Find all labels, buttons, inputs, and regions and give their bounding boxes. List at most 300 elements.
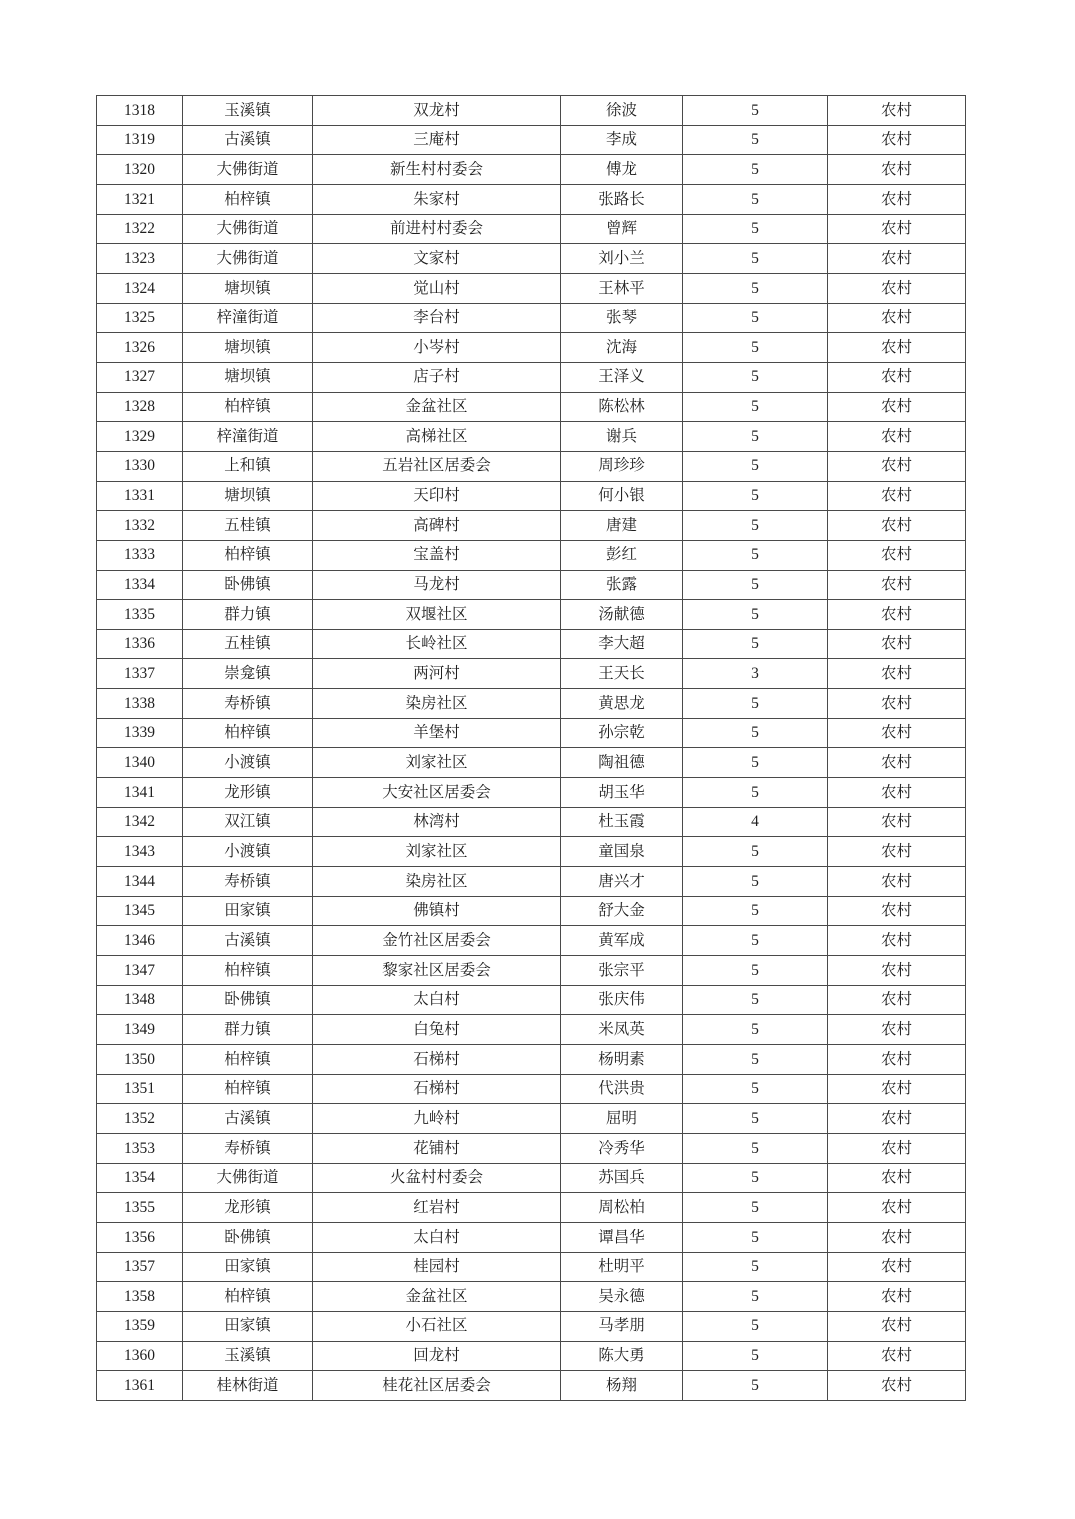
records-table [96, 95, 966, 1401]
cell-count: 5 [683, 956, 828, 986]
cell-person-name: 王林平 [561, 273, 683, 303]
cell-row-number: 1334 [97, 570, 183, 600]
cell-village: 五岩社区居委会 [313, 451, 561, 481]
table-row [97, 184, 966, 214]
cell-count: 5 [683, 926, 828, 956]
cell-village: 白兔村 [313, 1015, 561, 1045]
cell-person-name: 曾辉 [561, 214, 683, 244]
cell-row-number: 1352 [97, 1104, 183, 1134]
cell-row-number: 1351 [97, 1074, 183, 1104]
cell-row-number: 1331 [97, 481, 183, 511]
cell-row-number: 1323 [97, 244, 183, 274]
cell-village: 石梯村 [313, 1074, 561, 1104]
table-row [97, 778, 966, 808]
cell-town: 五桂镇 [183, 511, 313, 541]
cell-person-name: 刘小兰 [561, 244, 683, 274]
cell-area-type: 农村 [828, 481, 966, 511]
cell-person-name: 米凤英 [561, 1015, 683, 1045]
table-row [97, 659, 966, 689]
cell-area-type: 农村 [828, 244, 966, 274]
cell-person-name: 吴永德 [561, 1282, 683, 1312]
cell-area-type: 农村 [828, 362, 966, 392]
cell-area-type: 农村 [828, 570, 966, 600]
cell-person-name: 张庆伟 [561, 985, 683, 1015]
cell-town: 五桂镇 [183, 629, 313, 659]
cell-row-number: 1335 [97, 600, 183, 630]
cell-row-number: 1343 [97, 837, 183, 867]
cell-row-number: 1354 [97, 1163, 183, 1193]
cell-count: 5 [683, 600, 828, 630]
cell-area-type: 农村 [828, 1222, 966, 1252]
table-row [97, 1252, 966, 1282]
cell-area-type: 农村 [828, 1163, 966, 1193]
cell-count: 5 [683, 303, 828, 333]
cell-person-name: 徐波 [561, 96, 683, 126]
cell-person-name: 张露 [561, 570, 683, 600]
cell-town: 玉溪镇 [183, 96, 313, 126]
cell-town: 大佛街道 [183, 1163, 313, 1193]
cell-count: 5 [683, 422, 828, 452]
table-row [97, 451, 966, 481]
cell-town: 双江镇 [183, 807, 313, 837]
cell-person-name: 陶祖德 [561, 748, 683, 778]
cell-row-number: 1329 [97, 422, 183, 452]
cell-town: 柏梓镇 [183, 540, 313, 570]
cell-village: 金盆社区 [313, 1282, 561, 1312]
cell-area-type: 农村 [828, 1015, 966, 1045]
cell-area-type: 农村 [828, 511, 966, 541]
cell-area-type: 农村 [828, 1282, 966, 1312]
cell-count: 5 [683, 333, 828, 363]
cell-area-type: 农村 [828, 96, 966, 126]
cell-town: 小渡镇 [183, 837, 313, 867]
cell-row-number: 1344 [97, 867, 183, 897]
cell-row-number: 1330 [97, 451, 183, 481]
cell-count: 5 [683, 451, 828, 481]
cell-count: 5 [683, 481, 828, 511]
cell-area-type: 农村 [828, 184, 966, 214]
cell-count: 5 [683, 214, 828, 244]
cell-count: 5 [683, 1163, 828, 1193]
cell-village: 刘家社区 [313, 837, 561, 867]
cell-area-type: 农村 [828, 1133, 966, 1163]
cell-village: 小岑村 [313, 333, 561, 363]
table-row [97, 1282, 966, 1312]
cell-person-name: 黄军成 [561, 926, 683, 956]
table-row [97, 422, 966, 452]
cell-count: 5 [683, 1252, 828, 1282]
cell-village: 花铺村 [313, 1133, 561, 1163]
table-row [97, 985, 966, 1015]
cell-row-number: 1332 [97, 511, 183, 541]
cell-count: 5 [683, 511, 828, 541]
table-row [97, 570, 966, 600]
cell-person-name: 李大超 [561, 629, 683, 659]
cell-row-number: 1337 [97, 659, 183, 689]
table-row [97, 511, 966, 541]
cell-area-type: 农村 [828, 718, 966, 748]
cell-count: 5 [683, 392, 828, 422]
cell-person-name: 谢兵 [561, 422, 683, 452]
cell-village: 红岩村 [313, 1193, 561, 1223]
cell-person-name: 屈明 [561, 1104, 683, 1134]
cell-village: 小石社区 [313, 1311, 561, 1341]
cell-person-name: 冷秀华 [561, 1133, 683, 1163]
table-row [97, 1104, 966, 1134]
table-row [97, 273, 966, 303]
table-row [97, 807, 966, 837]
cell-town: 寿桥镇 [183, 1133, 313, 1163]
cell-count: 5 [683, 1045, 828, 1075]
cell-area-type: 农村 [828, 659, 966, 689]
cell-town: 古溪镇 [183, 1104, 313, 1134]
cell-row-number: 1346 [97, 926, 183, 956]
table-row [97, 1222, 966, 1252]
cell-town: 小渡镇 [183, 748, 313, 778]
cell-village: 太白村 [313, 1222, 561, 1252]
cell-village: 高碑村 [313, 511, 561, 541]
cell-count: 5 [683, 125, 828, 155]
cell-area-type: 农村 [828, 392, 966, 422]
cell-row-number: 1348 [97, 985, 183, 1015]
cell-person-name: 张琴 [561, 303, 683, 333]
table-row [97, 333, 966, 363]
cell-area-type: 农村 [828, 1252, 966, 1282]
cell-village: 天印村 [313, 481, 561, 511]
table-row [97, 718, 966, 748]
table-row [97, 1074, 966, 1104]
cell-count: 3 [683, 659, 828, 689]
cell-village: 店子村 [313, 362, 561, 392]
cell-town: 群力镇 [183, 600, 313, 630]
cell-row-number: 1327 [97, 362, 183, 392]
table-row [97, 214, 966, 244]
cell-row-number: 1347 [97, 956, 183, 986]
cell-area-type: 农村 [828, 303, 966, 333]
cell-row-number: 1342 [97, 807, 183, 837]
cell-village: 石梯村 [313, 1045, 561, 1075]
cell-village: 双龙村 [313, 96, 561, 126]
cell-town: 上和镇 [183, 451, 313, 481]
cell-village: 九岭村 [313, 1104, 561, 1134]
cell-village: 染房社区 [313, 689, 561, 719]
cell-person-name: 傅龙 [561, 155, 683, 185]
cell-count: 5 [683, 540, 828, 570]
cell-count: 5 [683, 629, 828, 659]
cell-village: 佛镇村 [313, 896, 561, 926]
cell-area-type: 农村 [828, 273, 966, 303]
cell-person-name: 马孝朋 [561, 1311, 683, 1341]
cell-person-name: 苏国兵 [561, 1163, 683, 1193]
table-row [97, 1371, 966, 1401]
cell-village: 金竹社区居委会 [313, 926, 561, 956]
cell-village: 羊堡村 [313, 718, 561, 748]
cell-area-type: 农村 [828, 689, 966, 719]
cell-village: 刘家社区 [313, 748, 561, 778]
cell-village: 桂花社区居委会 [313, 1371, 561, 1401]
cell-village: 林湾村 [313, 807, 561, 837]
cell-person-name: 胡玉华 [561, 778, 683, 808]
cell-area-type: 农村 [828, 778, 966, 808]
cell-town: 塘坝镇 [183, 273, 313, 303]
cell-count: 5 [683, 1311, 828, 1341]
cell-area-type: 农村 [828, 985, 966, 1015]
cell-row-number: 1328 [97, 392, 183, 422]
cell-area-type: 农村 [828, 333, 966, 363]
cell-town: 梓潼街道 [183, 422, 313, 452]
cell-count: 5 [683, 1222, 828, 1252]
cell-person-name: 王泽义 [561, 362, 683, 392]
cell-row-number: 1345 [97, 896, 183, 926]
cell-count: 5 [683, 985, 828, 1015]
cell-person-name: 沈海 [561, 333, 683, 363]
cell-person-name: 孙宗乾 [561, 718, 683, 748]
table-row [97, 1163, 966, 1193]
cell-row-number: 1333 [97, 540, 183, 570]
cell-town: 塘坝镇 [183, 481, 313, 511]
cell-count: 5 [683, 748, 828, 778]
cell-area-type: 农村 [828, 926, 966, 956]
cell-row-number: 1326 [97, 333, 183, 363]
cell-area-type: 农村 [828, 155, 966, 185]
cell-person-name: 陈松林 [561, 392, 683, 422]
cell-person-name: 周珍珍 [561, 451, 683, 481]
cell-person-name: 舒大金 [561, 896, 683, 926]
table-row [97, 600, 966, 630]
table-row [97, 896, 966, 926]
cell-area-type: 农村 [828, 1193, 966, 1223]
cell-town: 崇龛镇 [183, 659, 313, 689]
cell-village: 大安社区居委会 [313, 778, 561, 808]
cell-village: 觉山村 [313, 273, 561, 303]
table-row [97, 629, 966, 659]
table-row [97, 689, 966, 719]
cell-village: 前进村村委会 [313, 214, 561, 244]
table-row [97, 956, 966, 986]
cell-person-name: 黄思龙 [561, 689, 683, 719]
cell-village: 火盆村村委会 [313, 1163, 561, 1193]
cell-row-number: 1338 [97, 689, 183, 719]
cell-town: 柏梓镇 [183, 1282, 313, 1312]
cell-village: 马龙村 [313, 570, 561, 600]
cell-row-number: 1353 [97, 1133, 183, 1163]
cell-person-name: 唐建 [561, 511, 683, 541]
cell-count: 5 [683, 362, 828, 392]
table-row [97, 1015, 966, 1045]
table-row [97, 867, 966, 897]
cell-town: 卧佛镇 [183, 570, 313, 600]
table-row [97, 362, 966, 392]
cell-town: 寿桥镇 [183, 689, 313, 719]
cell-town: 古溪镇 [183, 926, 313, 956]
cell-person-name: 唐兴才 [561, 867, 683, 897]
cell-row-number: 1358 [97, 1282, 183, 1312]
cell-count: 5 [683, 896, 828, 926]
cell-person-name: 李成 [561, 125, 683, 155]
cell-person-name: 杜明平 [561, 1252, 683, 1282]
cell-person-name: 汤献德 [561, 600, 683, 630]
cell-village: 长岭社区 [313, 629, 561, 659]
cell-row-number: 1349 [97, 1015, 183, 1045]
cell-count: 5 [683, 867, 828, 897]
cell-town: 田家镇 [183, 896, 313, 926]
cell-area-type: 农村 [828, 748, 966, 778]
cell-area-type: 农村 [828, 1074, 966, 1104]
cell-village: 金盆社区 [313, 392, 561, 422]
cell-row-number: 1359 [97, 1311, 183, 1341]
cell-area-type: 农村 [828, 1371, 966, 1401]
cell-area-type: 农村 [828, 422, 966, 452]
cell-row-number: 1355 [97, 1193, 183, 1223]
cell-person-name: 彭红 [561, 540, 683, 570]
cell-area-type: 农村 [828, 837, 966, 867]
cell-count: 5 [683, 184, 828, 214]
cell-village: 朱家村 [313, 184, 561, 214]
cell-town: 柏梓镇 [183, 1074, 313, 1104]
cell-village: 新生村村委会 [313, 155, 561, 185]
cell-town: 梓潼街道 [183, 303, 313, 333]
cell-count: 5 [683, 273, 828, 303]
cell-village: 太白村 [313, 985, 561, 1015]
cell-town: 寿桥镇 [183, 867, 313, 897]
cell-area-type: 农村 [828, 540, 966, 570]
cell-person-name: 王天长 [561, 659, 683, 689]
cell-town: 田家镇 [183, 1252, 313, 1282]
cell-village: 三庵村 [313, 125, 561, 155]
cell-town: 柏梓镇 [183, 718, 313, 748]
table-row [97, 303, 966, 333]
table-row [97, 1311, 966, 1341]
cell-row-number: 1339 [97, 718, 183, 748]
cell-count: 5 [683, 778, 828, 808]
cell-count: 5 [683, 1371, 828, 1401]
cell-row-number: 1356 [97, 1222, 183, 1252]
cell-town: 柏梓镇 [183, 184, 313, 214]
cell-town: 大佛街道 [183, 155, 313, 185]
cell-person-name: 周松柏 [561, 1193, 683, 1223]
cell-village: 黎家社区居委会 [313, 956, 561, 986]
table-row [97, 96, 966, 126]
cell-town: 柏梓镇 [183, 392, 313, 422]
cell-person-name: 张宗平 [561, 956, 683, 986]
cell-town: 龙形镇 [183, 1193, 313, 1223]
cell-area-type: 农村 [828, 1341, 966, 1371]
cell-count: 5 [683, 570, 828, 600]
cell-count: 5 [683, 1133, 828, 1163]
cell-person-name: 杨翔 [561, 1371, 683, 1401]
cell-count: 5 [683, 155, 828, 185]
cell-person-name: 杜玉霞 [561, 807, 683, 837]
cell-count: 5 [683, 244, 828, 274]
cell-area-type: 农村 [828, 807, 966, 837]
cell-area-type: 农村 [828, 1311, 966, 1341]
table-row [97, 1133, 966, 1163]
cell-row-number: 1321 [97, 184, 183, 214]
table-row [97, 392, 966, 422]
cell-area-type: 农村 [828, 125, 966, 155]
cell-village: 桂园村 [313, 1252, 561, 1282]
cell-count: 5 [683, 837, 828, 867]
cell-village: 文家村 [313, 244, 561, 274]
cell-count: 5 [683, 1341, 828, 1371]
cell-count: 5 [683, 1015, 828, 1045]
cell-count: 5 [683, 1193, 828, 1223]
cell-town: 柏梓镇 [183, 956, 313, 986]
cell-row-number: 1361 [97, 1371, 183, 1401]
cell-area-type: 农村 [828, 956, 966, 986]
cell-area-type: 农村 [828, 1104, 966, 1134]
table-row [97, 125, 966, 155]
cell-count: 4 [683, 807, 828, 837]
cell-person-name: 杨明素 [561, 1045, 683, 1075]
cell-town: 玉溪镇 [183, 1341, 313, 1371]
cell-row-number: 1325 [97, 303, 183, 333]
records-table-body [97, 96, 966, 1401]
cell-village: 染房社区 [313, 867, 561, 897]
cell-row-number: 1324 [97, 273, 183, 303]
cell-count: 5 [683, 1282, 828, 1312]
cell-village: 回龙村 [313, 1341, 561, 1371]
cell-row-number: 1318 [97, 96, 183, 126]
cell-area-type: 农村 [828, 867, 966, 897]
table-row [97, 481, 966, 511]
cell-row-number: 1357 [97, 1252, 183, 1282]
cell-count: 5 [683, 1074, 828, 1104]
cell-town: 龙形镇 [183, 778, 313, 808]
cell-town: 柏梓镇 [183, 1045, 313, 1075]
cell-row-number: 1341 [97, 778, 183, 808]
table-row [97, 1045, 966, 1075]
cell-area-type: 农村 [828, 451, 966, 481]
cell-town: 古溪镇 [183, 125, 313, 155]
cell-town: 群力镇 [183, 1015, 313, 1045]
cell-town: 桂林街道 [183, 1371, 313, 1401]
cell-person-name: 何小银 [561, 481, 683, 511]
table-row [97, 837, 966, 867]
cell-row-number: 1322 [97, 214, 183, 244]
table-row [97, 540, 966, 570]
cell-town: 大佛街道 [183, 244, 313, 274]
cell-town: 塘坝镇 [183, 333, 313, 363]
cell-town: 卧佛镇 [183, 985, 313, 1015]
table-row [97, 1341, 966, 1371]
cell-count: 5 [683, 1104, 828, 1134]
cell-count: 5 [683, 718, 828, 748]
cell-person-name: 张路长 [561, 184, 683, 214]
cell-town: 大佛街道 [183, 214, 313, 244]
table-row [97, 748, 966, 778]
cell-area-type: 农村 [828, 629, 966, 659]
cell-person-name: 童国泉 [561, 837, 683, 867]
cell-person-name: 谭昌华 [561, 1222, 683, 1252]
table-row [97, 155, 966, 185]
cell-village: 宝盖村 [313, 540, 561, 570]
cell-area-type: 农村 [828, 1045, 966, 1075]
cell-area-type: 农村 [828, 896, 966, 926]
cell-row-number: 1320 [97, 155, 183, 185]
cell-town: 卧佛镇 [183, 1222, 313, 1252]
cell-area-type: 农村 [828, 214, 966, 244]
table-row [97, 244, 966, 274]
cell-person-name: 代洪贵 [561, 1074, 683, 1104]
cell-area-type: 农村 [828, 600, 966, 630]
cell-village: 两河村 [313, 659, 561, 689]
cell-person-name: 陈大勇 [561, 1341, 683, 1371]
cell-village: 李台村 [313, 303, 561, 333]
cell-row-number: 1319 [97, 125, 183, 155]
cell-town: 塘坝镇 [183, 362, 313, 392]
cell-town: 田家镇 [183, 1311, 313, 1341]
